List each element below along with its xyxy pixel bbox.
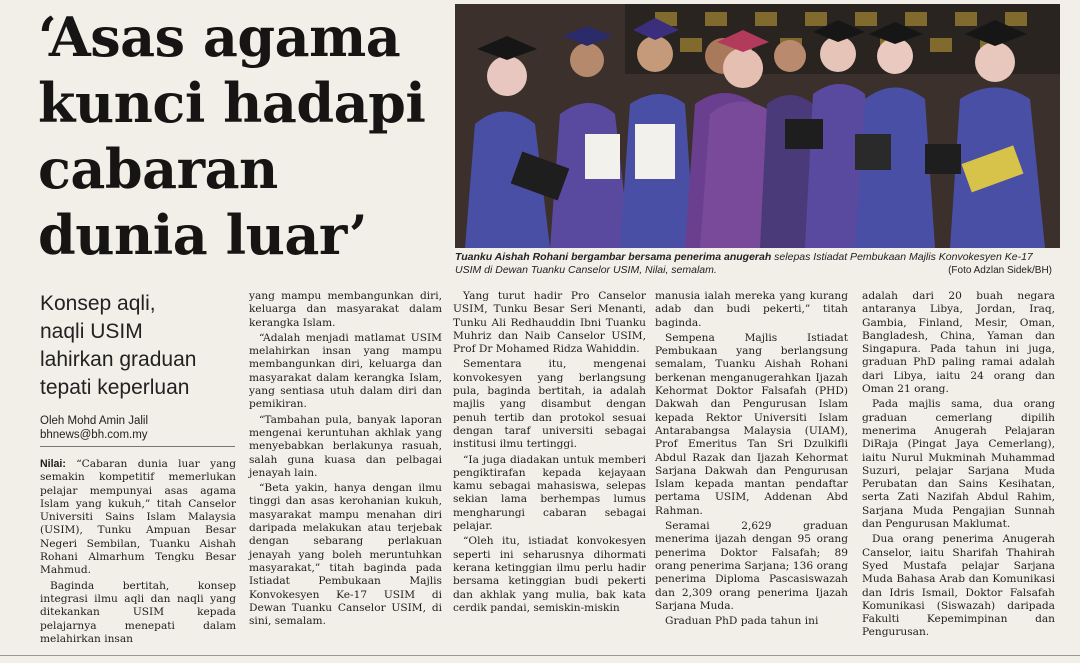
- byline: [40, 414, 235, 442]
- photo-credit: (Foto Adzlan Sidek/BH): [948, 265, 1052, 276]
- dateline: Nilai:: [40, 458, 66, 470]
- paragraph: Dua orang penerima Anugerah Canselor, iaitu Sharifah Thahirah Syed Mustafa pelajar Sarjana Muda Bahasa Arab dan Komunikasi dan Idris Ismail, Doktor Falsafah Komunikasi (Siswazah) daripada Fakulti Kepemimpinan dan Pengurusan.: [862, 533, 1055, 639]
- caption-highlight: Tuanku Aishah Rohani bergambar bersama penerima anugerah: [455, 251, 772, 263]
- paragraph: yang mampu membangunkan diri, keluarga dan masyarakat dalam kerangka Islam.: [249, 290, 442, 329]
- article-column-2: [249, 290, 442, 630]
- subheadline: Konsep aqli, naqli USIM lahirkan graduan tepati keperluan: [40, 292, 197, 399]
- paragraph: Pada majlis sama, dua orang graduan cemerlang dipilih menerima Anugerah Pelajaran DiRaja (Pingat Jaya Cemerlang), iaitu Nurul Mukminah Muhammad Suzuri, pelajar Sarjana Muda Perubatan dan Sains Kesihatan, serta Zati Nazifah Abdul Rahim, Sarjana Muda Pengajian Sunnah dan Pengurusan Maklumat.: [862, 398, 1055, 531]
- paragraph: “Tambahan pula, banyak laporan mengenai keruntuhan akhlak yang menyebabkan berlakunya rasuah, salah guna kuasa dan pelbagai jenayah lain.: [249, 413, 442, 479]
- paragraph-text: “Cabaran dunia luar yang semakin kompetitif memerlukan pelajar mempunyai asas agama Islam yang kukuh,” titah Canselor Universiti Sains Islam Malaysia (USIM), Tunku Ampuan Besar Negeri Sembilan, Tuanku Aishah Rohani Almarhum Tengku Besar Mahmud.: [40, 458, 236, 577]
- paragraph: Yang turut hadir Pro Canselor USIM, Tunku Besar Seri Menanti, Tunku Ali Redhauddin Ibni Tuanku Muhriz dan Naib Canselor USIM, Prof Dr Mohamed Ridza Wahiddin.: [453, 290, 646, 356]
- paragraph: Baginda bertitah, konsep integrasi ilmu aqli dan naqli yang ditekankan USIM kepada pelajarnya menepati dalam melahirkan insan: [40, 579, 236, 645]
- headline: ‘Asas agama kunci hadapi cabaran dunia luar’: [38, 5, 426, 267]
- paragraph: “Ia juga diadakan untuk memberi pengiktirafan kepada kejayaan kamu sebagai mahasiswa, selepas sekian lama berhempas lumus mengharungi cabaran sebagai pelajar.: [453, 453, 646, 533]
- byline-divider: [40, 446, 235, 447]
- article-column-1: [40, 458, 236, 648]
- photo-caption: [455, 251, 1060, 277]
- article-column-4: [655, 290, 848, 630]
- caption-text: selepas Istiadat Pembukaan Majlis Konvokesyen Ke-17 USIM di Dewan Tuanku Canselor USIM, Nilai, semalam.: [455, 251, 1033, 276]
- paragraph: [40, 458, 236, 578]
- paragraph: “Beta yakin, hanya dengan ilmu tinggi dan asas kerohanian kukuh, masyarakat mampu menahan diri daripada melakukan atau terjebak dengan sebarang perlakuan jenayah yang boleh meruntuhkan masyarakat,” titah baginda pada Istiadat Pembukaan Majlis Konvokesyen Ke-17 USIM di Dewan Tuanku Canselor USIM, di sini, semalam.: [249, 482, 442, 628]
- article-column-3: [453, 290, 646, 617]
- paragraph: Sementara itu, mengenai konvokesyen yang berlangsung pula, baginda bertitah, ia adalah majlis yang disambut dengan penuh tertib dan protokol sesuai dengan taraf universiti sebagai institusi ilmu tertinggi.: [453, 358, 646, 451]
- graduation-photo: [455, 4, 1060, 248]
- paragraph: adalah dari 20 buah negara antaranya Libya, Jordan, Iraq, Gambia, Finland, Mesir, Oman, Bangladesh, China, Yaman dan Singapura. Pada tahun ini juga, graduan PhD paling ramai adalah dari Libya, iaitu 24 orang dan Oman 21 orang.: [862, 290, 1055, 396]
- paragraph: manusia ialah mereka yang kurang adab dan budi pekerti,” titah baginda.: [655, 290, 848, 329]
- paragraph: Seramai 2,629 graduan menerima ijazah dengan 95 orang penerima Doktor Falsafah; 89 orang penerima Sarjana; 136 orang penerima Diploma Pascasiswazah dan 2,309 orang penerima Ijazah Sarjana Muda.: [655, 520, 848, 612]
- byline-email: bhnews@bh.com.my: [40, 429, 148, 441]
- article-column-5: [862, 290, 1055, 642]
- paragraph: Sempena Majlis Istiadat Pembukaan yang berlangsung semalam, Tuanku Aishah Rohani berkenan menganugerahkan Ijazah Kehormat Doktor Falsafah (PHD) Dakwah dan Pengurusan Islam kepada Rektor Universiti Islam Antarabangsa Malaysia (UIAM), Prof Emeritus Tan Sri Dzulkifli Abdul Razak dan Ijazah Kehormat Sarjana Dakwah dan Pengurusan Islam kepada mantan pendaftar pertama USIM, Addenan Abd Rahman.: [655, 331, 848, 517]
- paragraph: “Adalah menjadi matlamat USIM melahirkan insan yang mampu membangunkan diri, keluarga dan masyarakat dalam kerangka Islam, yang sentiasa utuh dalam diri dan pemikiran.: [249, 331, 442, 411]
- graduation-photo-illustration: [455, 4, 1060, 248]
- page-bottom-rule: [0, 655, 1080, 656]
- paragraph: Graduan PhD pada tahun ini: [665, 615, 819, 628]
- byline-author: Oleh Mohd Amin Jalil: [40, 415, 149, 427]
- paragraph: “Oleh itu, istiadat konvokesyen seperti ini seharusnya dihormati kerana ketinggian ilmu perlu hadir bersama ketinggian budi pekerti dan akhlak yang mulia, bak kata cerdik pandai, semiskin-miskin: [453, 535, 646, 614]
